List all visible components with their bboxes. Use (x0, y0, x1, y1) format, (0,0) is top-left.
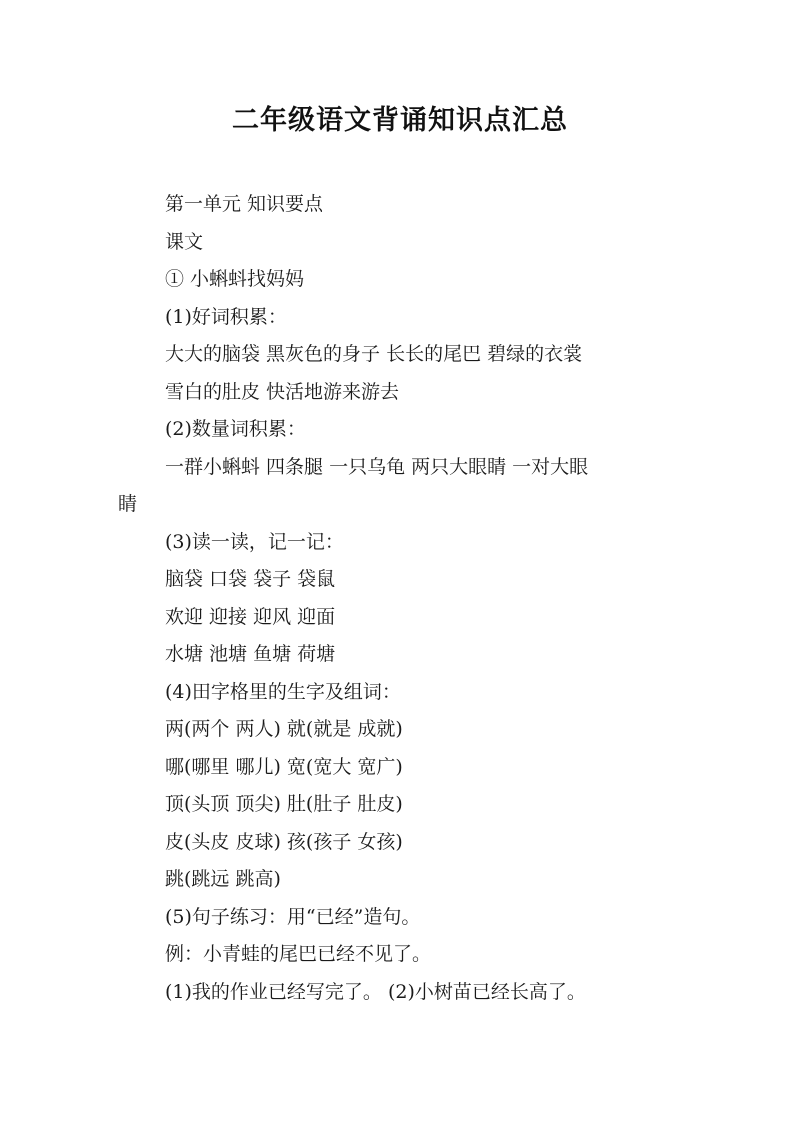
text-line: 水塘 池塘 鱼塘 荷塘 (165, 643, 336, 665)
text-line: (1)我的作业已经写完了。 (2)小树苗已经长高了。 (165, 980, 586, 1003)
text-line-continuation: 睛 (118, 493, 138, 515)
text-line: 雪白的肚皮 快活地游来游去 (165, 380, 400, 403)
lesson-title: ① 小蝌蚪找妈妈 (165, 268, 305, 290)
text-line: 大大的脑袋 黑灰色的身子 长长的尾巴 碧绿的衣裳 (165, 343, 583, 365)
subsection-heading: (2)数量词积累： (165, 418, 306, 440)
text-line: 跳(跳远 跳高) (165, 868, 281, 890)
text-line: 一群小蝌蚪 四条腿 一只乌龟 两只大眼睛 一对大眼 (165, 455, 589, 478)
text-line: 皮(头皮 皮球) 孩(孩子 女孩) (165, 830, 403, 853)
unit-heading: 第一单元 知识要点 (165, 193, 324, 215)
text-line: 脑袋 口袋 袋子 袋鼠 (165, 568, 336, 590)
text-line: 哪(哪里 哪儿) 宽(宽大 宽广) (165, 755, 403, 778)
document-title: 二年级语文背诵知识点汇总 (232, 105, 568, 136)
subsection-heading: (5)句子练习：用“已经”造句。 (165, 905, 421, 928)
text-line: 例：小青蛙的尾巴已经不见了。 (165, 943, 432, 965)
text-line: 两(两个 两人) 就(就是 成就) (165, 718, 403, 740)
subsection-heading: (3)读一读，记一记： (165, 530, 344, 553)
subsection-heading: (1)好词积累： (165, 305, 287, 328)
text-line: 顶(头顶 顶尖) 肚(肚子 肚皮) (165, 793, 403, 815)
document-body (118, 186, 688, 1011)
subsection-heading: (4)田字格里的生字及组词： (165, 680, 401, 703)
text-line: 欢迎 迎接 迎风 迎面 (165, 605, 336, 628)
section-heading: 课文 (165, 230, 204, 253)
